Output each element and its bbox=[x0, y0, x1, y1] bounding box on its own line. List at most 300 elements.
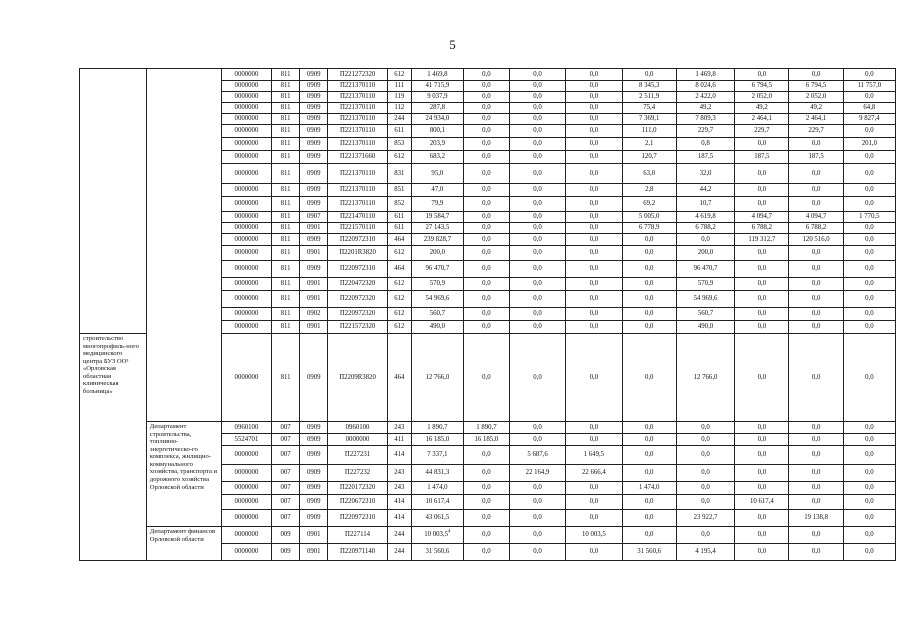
code-section-cell: 0909 bbox=[300, 69, 328, 81]
amount-cell: 0,0 bbox=[789, 495, 843, 510]
amount-cell: 0,0 bbox=[735, 321, 789, 334]
code-c-cell: 0000000 bbox=[221, 164, 271, 184]
code-section-cell: 0909 bbox=[300, 92, 328, 103]
code-section-cell: 0909 bbox=[300, 261, 328, 278]
code-ministry-cell: 811 bbox=[271, 212, 299, 223]
amount-cell: 1 890,7 bbox=[411, 422, 463, 434]
code-ministry-cell: 007 bbox=[271, 495, 299, 510]
code-ministry-cell: 009 bbox=[271, 544, 299, 561]
code-type-cell: 612 bbox=[387, 321, 411, 334]
amount-cell: 2 464,1 bbox=[735, 114, 789, 125]
code-target-cell: П220472320 bbox=[328, 278, 387, 291]
amount-cell: 0,0 bbox=[735, 261, 789, 278]
amount-cell: 11 757,0 bbox=[843, 81, 895, 92]
amount-cell: 0,0 bbox=[509, 482, 565, 495]
code-c-cell: 0000000 bbox=[221, 234, 271, 246]
code-section-cell: 0909 bbox=[300, 164, 328, 184]
amount-cell: 0,0 bbox=[622, 465, 676, 482]
amount-cell: 0,0 bbox=[735, 278, 789, 291]
amount-cell: 0,0 bbox=[789, 321, 843, 334]
amount-cell: 0,0 bbox=[622, 334, 676, 422]
code-type-cell: 611 bbox=[387, 125, 411, 138]
amount-cell: 19 584,7 bbox=[411, 212, 463, 223]
code-c-cell: 0000000 bbox=[221, 308, 271, 321]
amount-cell: 0,0 bbox=[566, 321, 622, 334]
amount-cell: 0,0 bbox=[843, 246, 895, 261]
amount-cell: 0,0 bbox=[566, 197, 622, 212]
amount-cell: 0,0 bbox=[463, 321, 509, 334]
amount-cell: 229,7 bbox=[735, 125, 789, 138]
amount-cell: 0,0 bbox=[509, 81, 565, 92]
amount-cell: 0,0 bbox=[463, 92, 509, 103]
activity-label-cell: строительство многопрофиль-ного медицинского центра БУЗ ОО³ «Орловская областная клиническая больница» bbox=[80, 334, 147, 561]
amount-cell: 0,0 bbox=[463, 69, 509, 81]
amount-cell: 0,0 bbox=[509, 495, 565, 510]
code-c-cell: 0000000 bbox=[221, 138, 271, 151]
amount-cell: 49,2 bbox=[735, 103, 789, 114]
amount-cell: 0,0 bbox=[622, 261, 676, 278]
amount-cell: 0,0 bbox=[509, 422, 565, 434]
amount-cell: 0,0 bbox=[566, 261, 622, 278]
amount-cell: 0,0 bbox=[566, 308, 622, 321]
amount-cell: 0,0 bbox=[843, 434, 895, 446]
code-target-cell: П221370110 bbox=[328, 184, 387, 197]
amount-cell: 0,0 bbox=[622, 246, 676, 261]
code-c-cell: 0000000 bbox=[221, 92, 271, 103]
code-ministry-cell: 009 bbox=[271, 527, 299, 544]
amount-cell: 200,0 bbox=[676, 246, 734, 261]
code-target-cell: П227232 bbox=[328, 465, 387, 482]
amount-cell: 4 195,4 bbox=[676, 544, 734, 561]
code-c-cell: 0000000 bbox=[221, 151, 271, 164]
amount-cell: 2 052,0 bbox=[789, 92, 843, 103]
amount-cell: 200,0 bbox=[411, 246, 463, 261]
amount-cell: 69,2 bbox=[622, 197, 676, 212]
amount-cell: 0,0 bbox=[676, 465, 734, 482]
code-c-cell: 0000000 bbox=[221, 334, 271, 422]
code-type-cell: 853 bbox=[387, 138, 411, 151]
amount-cell: 5 005,0 bbox=[622, 212, 676, 223]
code-target-cell: П220972310 bbox=[328, 234, 387, 246]
amount-cell: 0,0 bbox=[789, 164, 843, 184]
amount-cell: 0,0 bbox=[789, 482, 843, 495]
amount-cell: 0,0 bbox=[509, 92, 565, 103]
code-ministry-cell: 811 bbox=[271, 81, 299, 92]
code-target-cell: П221272320 bbox=[328, 69, 387, 81]
amount-cell: 0,0 bbox=[463, 114, 509, 125]
code-ministry-cell: 811 bbox=[271, 234, 299, 246]
amount-cell: 187,5 bbox=[735, 151, 789, 164]
amount-cell: 0,0 bbox=[566, 138, 622, 151]
amount-cell: 490,0 bbox=[676, 321, 734, 334]
amount-cell: 560,7 bbox=[676, 308, 734, 321]
amount-cell: 0,0 bbox=[566, 69, 622, 81]
amount-cell: 0,0 bbox=[789, 69, 843, 81]
amount-cell: 0,0 bbox=[789, 422, 843, 434]
code-target-cell: 0000000 bbox=[328, 434, 387, 446]
amount-cell: 0,0 bbox=[566, 291, 622, 308]
amount-cell: 0,0 bbox=[735, 446, 789, 465]
amount-cell: 0,0 bbox=[843, 334, 895, 422]
amount-cell: 0,0 bbox=[509, 510, 565, 527]
code-section-cell: 0909 bbox=[300, 446, 328, 465]
amount-cell: 96 470,7 bbox=[676, 261, 734, 278]
amount-cell: 1 770,5 bbox=[843, 212, 895, 223]
amount-cell: 95,0 bbox=[411, 164, 463, 184]
footnote-marker: 4 bbox=[448, 530, 451, 536]
code-target-cell: П221370110 bbox=[328, 103, 387, 114]
code-target-cell: П220972310 bbox=[328, 510, 387, 527]
amount-cell: 0,0 bbox=[463, 261, 509, 278]
amount-cell: 570,9 bbox=[411, 278, 463, 291]
amount-cell: 0,0 bbox=[463, 334, 509, 422]
amount-cell: 0,0 bbox=[843, 184, 895, 197]
amount-cell: 0,0 bbox=[622, 69, 676, 81]
amount-cell: 12 766,0 bbox=[411, 334, 463, 422]
code-section-cell: 0909 bbox=[300, 151, 328, 164]
code-ministry-cell: 007 bbox=[271, 446, 299, 465]
amount-cell: 0,0 bbox=[735, 422, 789, 434]
code-ministry-cell: 811 bbox=[271, 114, 299, 125]
amount-cell: 0,0 bbox=[622, 446, 676, 465]
amount-cell: 0,0 bbox=[463, 278, 509, 291]
executor-label-cell: Департамент строительства, топливно-энергетическо-го комплекса, жилищно-коммунального хозяйства, транспорта и дорожного хозяйства Орловской области bbox=[146, 422, 221, 527]
amount-cell: 0,0 bbox=[735, 197, 789, 212]
code-type-cell: 243 bbox=[387, 482, 411, 495]
code-target-cell: П221370110 bbox=[328, 81, 387, 92]
amount-cell: 10 617,4 bbox=[411, 495, 463, 510]
amount-cell: 6 788,2 bbox=[676, 223, 734, 234]
amount-cell: 0,0 bbox=[509, 308, 565, 321]
code-c-cell: 0000000 bbox=[221, 69, 271, 81]
amount-cell: 0,0 bbox=[789, 246, 843, 261]
code-ministry-cell: 811 bbox=[271, 164, 299, 184]
amount-cell: 12 766,0 bbox=[676, 334, 734, 422]
amount-cell: 8 024,6 bbox=[676, 81, 734, 92]
code-c-cell: 0000000 bbox=[221, 291, 271, 308]
amount-cell: 229,7 bbox=[789, 125, 843, 138]
amount-cell: 0,0 bbox=[789, 446, 843, 465]
amount-cell: 0,0 bbox=[735, 138, 789, 151]
code-ministry-cell: 811 bbox=[271, 321, 299, 334]
code-ministry-cell: 007 bbox=[271, 482, 299, 495]
code-type-cell: 119 bbox=[387, 92, 411, 103]
amount-cell: 0,0 bbox=[509, 434, 565, 446]
amount-cell: 0,0 bbox=[789, 138, 843, 151]
amount-cell: 96 470,7 bbox=[411, 261, 463, 278]
amount-cell: 79,9 bbox=[411, 197, 463, 212]
amount-cell: 0,0 bbox=[735, 164, 789, 184]
amount-cell: 0,0 bbox=[789, 278, 843, 291]
amount-cell: 2,1 bbox=[622, 138, 676, 151]
code-c-cell: 0000000 bbox=[221, 261, 271, 278]
amount-cell: 0,0 bbox=[509, 261, 565, 278]
amount-cell: 0,0 bbox=[843, 261, 895, 278]
code-ministry-cell: 811 bbox=[271, 246, 299, 261]
amount-cell: 0,0 bbox=[735, 69, 789, 81]
amount-cell: 31 560,6 bbox=[622, 544, 676, 561]
amount-cell: 54 969,6 bbox=[676, 291, 734, 308]
code-c-cell: 0960100 bbox=[221, 422, 271, 434]
code-section-cell: 0909 bbox=[300, 114, 328, 125]
amount-cell: 0,0 bbox=[735, 510, 789, 527]
amount-cell: 0,0 bbox=[509, 223, 565, 234]
amount-cell: 9 827,4 bbox=[843, 114, 895, 125]
amount-cell: 2 464,1 bbox=[789, 114, 843, 125]
amount-cell: 0,0 bbox=[509, 212, 565, 223]
amount-cell: 0,0 bbox=[463, 125, 509, 138]
code-section-cell: 0901 bbox=[300, 246, 328, 261]
code-target-cell: П227231 bbox=[328, 446, 387, 465]
code-target-cell: П221570110 bbox=[328, 223, 387, 234]
amount-cell: 0,0 bbox=[622, 495, 676, 510]
code-ministry-cell: 007 bbox=[271, 465, 299, 482]
amount-cell: 201,0 bbox=[843, 138, 895, 151]
amount-cell: 54 969,6 bbox=[411, 291, 463, 308]
code-target-cell: П221370110 bbox=[328, 138, 387, 151]
amount-cell: 0,0 bbox=[676, 422, 734, 434]
amount-cell: 0,0 bbox=[509, 334, 565, 422]
amount-cell: 800,1 bbox=[411, 125, 463, 138]
amount-cell: 6 788,2 bbox=[789, 223, 843, 234]
amount-cell: 23 922,7 bbox=[676, 510, 734, 527]
code-section-cell: 0909 bbox=[300, 422, 328, 434]
code-c-cell: 0000000 bbox=[221, 125, 271, 138]
amount-cell: 0,0 bbox=[509, 151, 565, 164]
amount-cell: 0,0 bbox=[566, 114, 622, 125]
amount-cell: 187,5 bbox=[676, 151, 734, 164]
table-row bbox=[80, 527, 896, 544]
amount-cell: 0,0 bbox=[463, 234, 509, 246]
code-c-cell: 0000000 bbox=[221, 510, 271, 527]
code-section-cell: 0909 bbox=[300, 234, 328, 246]
amount-cell: 683,2 bbox=[411, 151, 463, 164]
amount-cell: 0,0 bbox=[735, 308, 789, 321]
amount-cell: 0,0 bbox=[463, 446, 509, 465]
code-target-cell: П221572320 bbox=[328, 321, 387, 334]
page-number: 5 bbox=[449, 37, 456, 52]
amount-cell: 0,0 bbox=[843, 151, 895, 164]
code-section-cell: 0909 bbox=[300, 434, 328, 446]
amount-cell: 239 828,7 bbox=[411, 234, 463, 246]
amount-cell: 0,0 bbox=[509, 246, 565, 261]
amount-cell: 0,0 bbox=[735, 482, 789, 495]
code-target-cell: П220672310 bbox=[328, 495, 387, 510]
code-type-cell: 414 bbox=[387, 495, 411, 510]
code-c-cell: 0000000 bbox=[221, 184, 271, 197]
amount-cell: 0,0 bbox=[843, 125, 895, 138]
amount-cell: 0,0 bbox=[463, 184, 509, 197]
amount-cell: 0,0 bbox=[463, 527, 509, 544]
amount-cell: 0,0 bbox=[566, 125, 622, 138]
code-ministry-cell: 811 bbox=[271, 184, 299, 197]
code-target-cell: П221371660 bbox=[328, 151, 387, 164]
amount-cell: 0,0 bbox=[843, 544, 895, 561]
amount-cell: 2 511,9 bbox=[622, 92, 676, 103]
code-c-cell: 0000000 bbox=[221, 278, 271, 291]
amount-cell: 64,8 bbox=[843, 103, 895, 114]
amount-cell: 0,0 bbox=[566, 103, 622, 114]
amount-cell: 0,0 bbox=[843, 234, 895, 246]
amount-cell: 0,0 bbox=[509, 234, 565, 246]
amount-cell: 0,0 bbox=[843, 527, 895, 544]
code-ministry-cell: 811 bbox=[271, 197, 299, 212]
amount-cell: 0,0 bbox=[463, 164, 509, 184]
amount-cell: 0,0 bbox=[509, 138, 565, 151]
amount-cell: 0,0 bbox=[566, 422, 622, 434]
code-section-cell: 0901 bbox=[300, 291, 328, 308]
code-section-cell: 0901 bbox=[300, 321, 328, 334]
code-section-cell: 0909 bbox=[300, 510, 328, 527]
table-row bbox=[80, 69, 896, 81]
amount-cell: 0,0 bbox=[463, 544, 509, 561]
code-type-cell: 414 bbox=[387, 446, 411, 465]
amount-cell: 0,0 bbox=[843, 482, 895, 495]
amount-cell: 9 037,9 bbox=[411, 92, 463, 103]
amount-cell: 75,4 bbox=[622, 103, 676, 114]
amount-cell: 0,0 bbox=[622, 422, 676, 434]
amount-cell: 0,0 bbox=[676, 434, 734, 446]
code-type-cell: 243 bbox=[387, 465, 411, 482]
code-type-cell: 611 bbox=[387, 223, 411, 234]
amount-cell: 0,0 bbox=[789, 527, 843, 544]
amount-cell: 41 715,9 bbox=[411, 81, 463, 92]
amount-cell: 0,0 bbox=[463, 510, 509, 527]
amount-cell: 0,0 bbox=[566, 223, 622, 234]
table-row bbox=[80, 422, 896, 434]
amount-cell: 7 369,1 bbox=[622, 114, 676, 125]
code-target-cell: П221370110 bbox=[328, 114, 387, 125]
amount-cell: 0,0 bbox=[509, 321, 565, 334]
amount-cell: 570,9 bbox=[676, 278, 734, 291]
amount-cell: 2 052,0 bbox=[735, 92, 789, 103]
amount-cell: 0,0 bbox=[566, 92, 622, 103]
amount-cell: 0,0 bbox=[843, 495, 895, 510]
amount-cell: 0,0 bbox=[566, 81, 622, 92]
amount-cell: 0,0 bbox=[789, 434, 843, 446]
amount-cell: 0,0 bbox=[509, 544, 565, 561]
amount-cell: 560,7 bbox=[411, 308, 463, 321]
amount-cell: 0,0 bbox=[463, 482, 509, 495]
code-target-cell: П227114 bbox=[328, 527, 387, 544]
amount-cell: 7 809,3 bbox=[676, 114, 734, 125]
code-ministry-cell: 811 bbox=[271, 103, 299, 114]
code-section-cell: 0909 bbox=[300, 184, 328, 197]
amount-cell: 0,0 bbox=[463, 81, 509, 92]
code-section-cell: 0909 bbox=[300, 138, 328, 151]
code-type-cell: 112 bbox=[387, 103, 411, 114]
code-ministry-cell: 811 bbox=[271, 223, 299, 234]
amount-cell: 43 061,5 bbox=[411, 510, 463, 527]
code-section-cell: 0909 bbox=[300, 125, 328, 138]
amount-cell: 0,0 bbox=[463, 308, 509, 321]
amount-cell: 8 345,3 bbox=[622, 81, 676, 92]
code-ministry-cell: 811 bbox=[271, 261, 299, 278]
code-section-cell: 0909 bbox=[300, 334, 328, 422]
code-section-cell: 0902 bbox=[300, 308, 328, 321]
amount-cell: 0,0 bbox=[843, 223, 895, 234]
code-type-cell: 411 bbox=[387, 434, 411, 446]
amount-cell: 0,0 bbox=[566, 246, 622, 261]
code-type-cell: 612 bbox=[387, 151, 411, 164]
amount-cell: 0,0 bbox=[843, 92, 895, 103]
code-type-cell: 611 bbox=[387, 212, 411, 223]
code-c-cell: 0000000 bbox=[221, 223, 271, 234]
amount-cell: 0,0 bbox=[566, 212, 622, 223]
code-section-cell: 0909 bbox=[300, 482, 328, 495]
amount-cell: 44 831,3 bbox=[411, 465, 463, 482]
code-type-cell: 243 bbox=[387, 422, 411, 434]
amount-cell: 0,0 bbox=[735, 434, 789, 446]
code-target-cell: П220972320 bbox=[328, 291, 387, 308]
amount-cell: 2 422,0 bbox=[676, 92, 734, 103]
amount-cell: 0,0 bbox=[622, 434, 676, 446]
code-c-cell: 0000000 bbox=[221, 527, 271, 544]
code-type-cell: 244 bbox=[387, 544, 411, 561]
amount-cell: 4 619,8 bbox=[676, 212, 734, 223]
amount-cell: 16 185,0 bbox=[411, 434, 463, 446]
amount-cell: 0,0 bbox=[509, 164, 565, 184]
amount-cell: 0,0 bbox=[509, 114, 565, 125]
amount-cell: 0,0 bbox=[789, 184, 843, 197]
amount-cell: 0,0 bbox=[735, 291, 789, 308]
amount-cell: 287,8 bbox=[411, 103, 463, 114]
code-target-cell: П221370110 bbox=[328, 197, 387, 212]
code-type-cell: 464 bbox=[387, 334, 411, 422]
code-section-cell: 0909 bbox=[300, 81, 328, 92]
code-type-cell: 244 bbox=[387, 527, 411, 544]
code-section-cell: 0909 bbox=[300, 495, 328, 510]
amount-cell: 0,0 bbox=[509, 527, 565, 544]
amount-cell: 19 138,8 bbox=[789, 510, 843, 527]
code-c-cell: 0000000 bbox=[221, 197, 271, 212]
amount-cell: 0,0 bbox=[843, 422, 895, 434]
amount-cell: 5 687,6 bbox=[509, 446, 565, 465]
amount-cell: 0,0 bbox=[622, 291, 676, 308]
amount-cell: 63,0 bbox=[622, 164, 676, 184]
amount-cell: 10,7 bbox=[676, 197, 734, 212]
amount-cell: 24 934,0 bbox=[411, 114, 463, 125]
code-c-cell: 0000000 bbox=[221, 446, 271, 465]
code-target-cell: П220972320 bbox=[328, 308, 387, 321]
code-target-cell: П2209R3820 bbox=[328, 334, 387, 422]
amount-cell: 0,0 bbox=[566, 184, 622, 197]
code-ministry-cell: 811 bbox=[271, 92, 299, 103]
amount-cell: 22 164,9 bbox=[509, 465, 565, 482]
amount-cell: 0,0 bbox=[463, 103, 509, 114]
amount-cell: 0,0 bbox=[622, 308, 676, 321]
amount-cell: 0,0 bbox=[622, 510, 676, 527]
amount-cell: 0,8 bbox=[676, 138, 734, 151]
code-type-cell: 414 bbox=[387, 510, 411, 527]
amount-cell: 0,0 bbox=[566, 510, 622, 527]
amount-cell: 0,0 bbox=[676, 527, 734, 544]
code-type-cell: 852 bbox=[387, 197, 411, 212]
code-target-cell: П220972310 bbox=[328, 261, 387, 278]
amount-cell: 0,0 bbox=[735, 465, 789, 482]
amount-cell: 6 794,5 bbox=[735, 81, 789, 92]
executor-label-cell bbox=[146, 69, 221, 422]
amount-cell: 0,0 bbox=[622, 278, 676, 291]
code-c-cell: 0000000 bbox=[221, 212, 271, 223]
amount-cell: 0,0 bbox=[622, 321, 676, 334]
amount-cell: 0,0 bbox=[463, 138, 509, 151]
code-section-cell: 0901 bbox=[300, 527, 328, 544]
code-type-cell: 612 bbox=[387, 246, 411, 261]
amount-cell: 0,0 bbox=[509, 125, 565, 138]
code-target-cell: 0960100 bbox=[328, 422, 387, 434]
amount-cell: 0,0 bbox=[509, 184, 565, 197]
